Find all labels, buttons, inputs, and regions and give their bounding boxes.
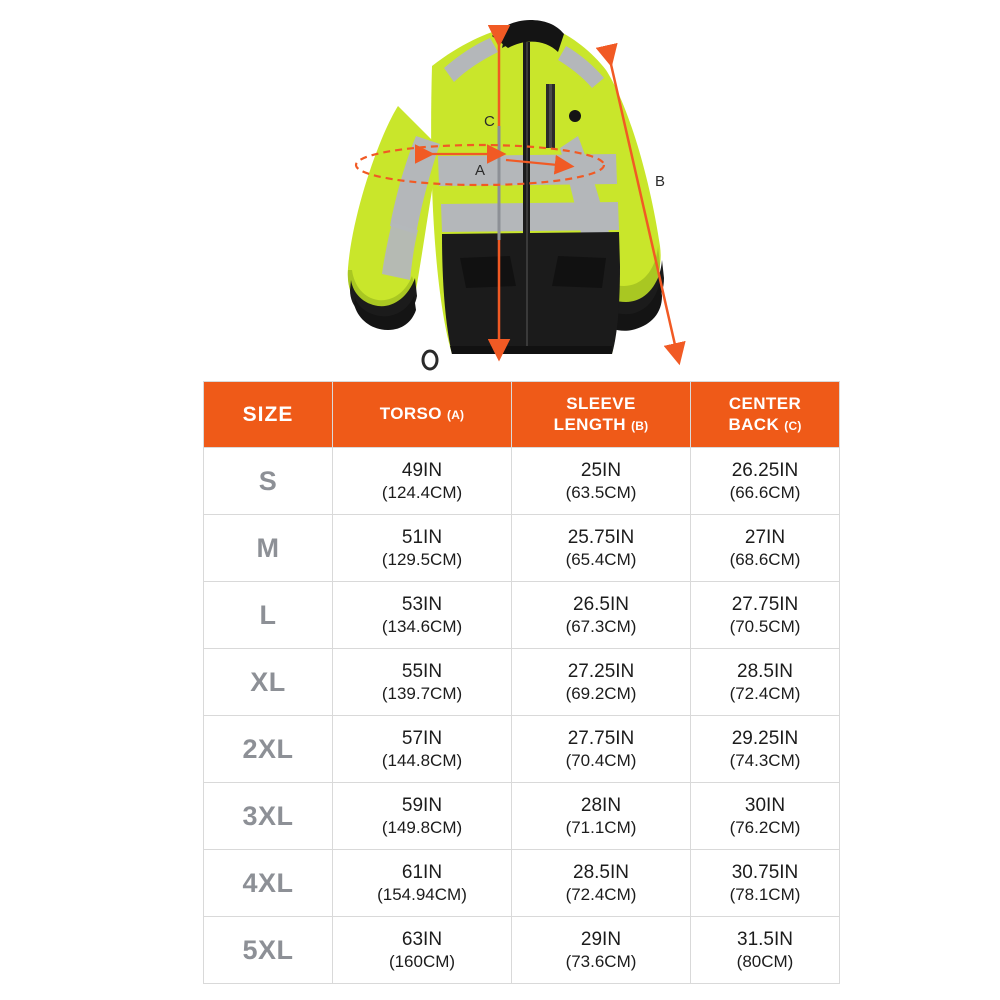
column-header-center-sub: (C) — [784, 418, 802, 433]
cell-center-back — [691, 582, 840, 649]
cell-center-back-cm: (72.4CM) — [729, 683, 801, 703]
cell-torso — [333, 716, 512, 783]
cell-torso-cm: (154.94CM) — [377, 884, 467, 904]
table-header — [204, 382, 840, 448]
cell-sleeve-length — [512, 448, 691, 515]
cell-sleeve-length-inches: 28.5IN — [573, 862, 629, 884]
cell-center-back-cm: (66.6CM) — [729, 482, 801, 502]
table-row — [204, 515, 840, 582]
cell-sleeve-length — [512, 850, 691, 917]
cell-center-back-cm: (78.1CM) — [729, 884, 801, 904]
cell-torso-inches: 61IN — [401, 862, 443, 884]
cell-torso-inches: 51IN — [401, 527, 443, 549]
cell-center-back-inches: 31.5IN — [737, 929, 793, 951]
cell-center-back-cm: (74.3CM) — [729, 750, 801, 770]
table-row — [204, 917, 840, 984]
cell-sleeve-length-inches: 26.5IN — [573, 594, 629, 616]
column-header-sleeve-line1: SLEEVE — [566, 394, 636, 413]
cell-torso — [333, 649, 512, 716]
table-body — [204, 448, 840, 984]
column-header-sleeve-line2: LENGTH — [553, 414, 626, 434]
cell-torso-cm: (124.4CM) — [381, 482, 463, 502]
cell-center-back-cm: (80CM) — [736, 951, 794, 971]
cell-sleeve-length-inches: 29IN — [580, 929, 622, 951]
table-row — [204, 582, 840, 649]
cell-torso — [333, 917, 512, 984]
measure-label-b: B — [655, 173, 666, 190]
column-header-center-back — [691, 382, 840, 448]
size-chart-table — [203, 381, 840, 984]
cell-size: 5XL — [204, 917, 333, 984]
column-header-torso — [333, 382, 512, 448]
table-row — [204, 783, 840, 850]
cell-center-back-cm: (68.6CM) — [729, 549, 801, 569]
cell-size: 2XL — [204, 716, 333, 783]
cell-sleeve-length-inches: 25.75IN — [567, 527, 635, 549]
cell-torso — [333, 783, 512, 850]
cell-torso — [333, 515, 512, 582]
cell-size: 4XL — [204, 850, 333, 917]
measure-label-a: A — [475, 162, 486, 179]
table-row — [204, 649, 840, 716]
table-header-row — [204, 382, 840, 448]
cell-center-back — [691, 917, 840, 984]
table-row — [204, 850, 840, 917]
cell-center-back-inches: 29.25IN — [731, 728, 799, 750]
measurement-arrows — [320, 8, 720, 378]
cell-center-back-cm: (76.2CM) — [729, 817, 801, 837]
cell-torso-inches: 63IN — [401, 929, 443, 951]
column-header-size: SIZE — [204, 382, 333, 448]
cell-torso-cm: (144.8CM) — [381, 750, 463, 770]
cell-sleeve-length-cm: (69.2CM) — [565, 683, 637, 703]
cell-size: S — [204, 448, 333, 515]
cell-sleeve-length — [512, 783, 691, 850]
cell-center-back-cm: (70.5CM) — [729, 616, 801, 636]
cell-center-back-inches: 30IN — [744, 795, 786, 817]
cell-sleeve-length-inches: 28IN — [580, 795, 622, 817]
cell-torso-inches: 49IN — [401, 460, 443, 482]
cell-center-back — [691, 649, 840, 716]
cell-torso-cm: (160CM) — [388, 951, 456, 971]
cell-center-back-inches: 28.5IN — [737, 661, 793, 683]
cell-torso — [333, 850, 512, 917]
cell-torso-inches: 53IN — [401, 594, 443, 616]
measure-label-c: C — [484, 113, 495, 130]
cell-torso-cm: (139.7CM) — [381, 683, 463, 703]
cell-sleeve-length-inches: 27.75IN — [567, 728, 635, 750]
table-row — [204, 716, 840, 783]
column-header-center-line2: BACK — [728, 414, 780, 434]
cell-torso — [333, 582, 512, 649]
column-header-center-line1: CENTER — [728, 394, 802, 413]
cell-sleeve-length-cm: (67.3CM) — [565, 616, 637, 636]
cell-center-back — [691, 716, 840, 783]
cell-torso-cm: (149.8CM) — [381, 817, 463, 837]
arrow-sleeve-length — [610, 60, 678, 358]
cell-center-back — [691, 448, 840, 515]
cell-center-back-inches: 27IN — [744, 527, 786, 549]
cell-size: M — [204, 515, 333, 582]
cell-center-back-inches: 30.75IN — [731, 862, 799, 884]
cell-center-back-inches: 27.75IN — [731, 594, 799, 616]
cell-center-back — [691, 783, 840, 850]
cell-sleeve-length — [512, 917, 691, 984]
cell-torso-cm: (134.6CM) — [381, 616, 463, 636]
cell-sleeve-length-inches: 25IN — [580, 460, 622, 482]
cell-center-back-inches: 26.25IN — [731, 460, 799, 482]
cell-torso-inches: 57IN — [401, 728, 443, 750]
cell-sleeve-length — [512, 515, 691, 582]
cell-size: L — [204, 582, 333, 649]
column-header-sleeve-sub: (B) — [631, 418, 649, 433]
cell-sleeve-length-cm: (73.6CM) — [565, 951, 637, 971]
column-header-torso-sub: (A) — [447, 408, 465, 423]
cell-center-back — [691, 850, 840, 917]
cell-sleeve-length — [512, 649, 691, 716]
cell-torso-inches: 59IN — [401, 795, 443, 817]
column-header-torso-label: TORSO — [379, 404, 442, 424]
cell-sleeve-length-cm: (70.4CM) — [565, 750, 637, 770]
cell-sleeve-length-cm: (65.4CM) — [565, 549, 637, 569]
table-row — [204, 448, 840, 515]
cell-sleeve-length-cm: (71.1CM) — [565, 817, 637, 837]
cell-torso-cm: (129.5CM) — [381, 549, 463, 569]
cell-sleeve-length-inches: 27.25IN — [567, 661, 635, 683]
cell-size: 3XL — [204, 783, 333, 850]
cell-sleeve-length — [512, 582, 691, 649]
cell-torso-inches: 55IN — [401, 661, 443, 683]
jacket-illustration — [0, 0, 1000, 380]
cell-sleeve-length — [512, 716, 691, 783]
cell-torso — [333, 448, 512, 515]
cell-size: XL — [204, 649, 333, 716]
cell-sleeve-length-cm: (63.5CM) — [565, 482, 637, 502]
cell-center-back — [691, 515, 840, 582]
column-header-sleeve-length — [512, 382, 691, 448]
size-chart-table-wrapper — [203, 381, 803, 984]
cell-sleeve-length-cm: (72.4CM) — [565, 884, 637, 904]
